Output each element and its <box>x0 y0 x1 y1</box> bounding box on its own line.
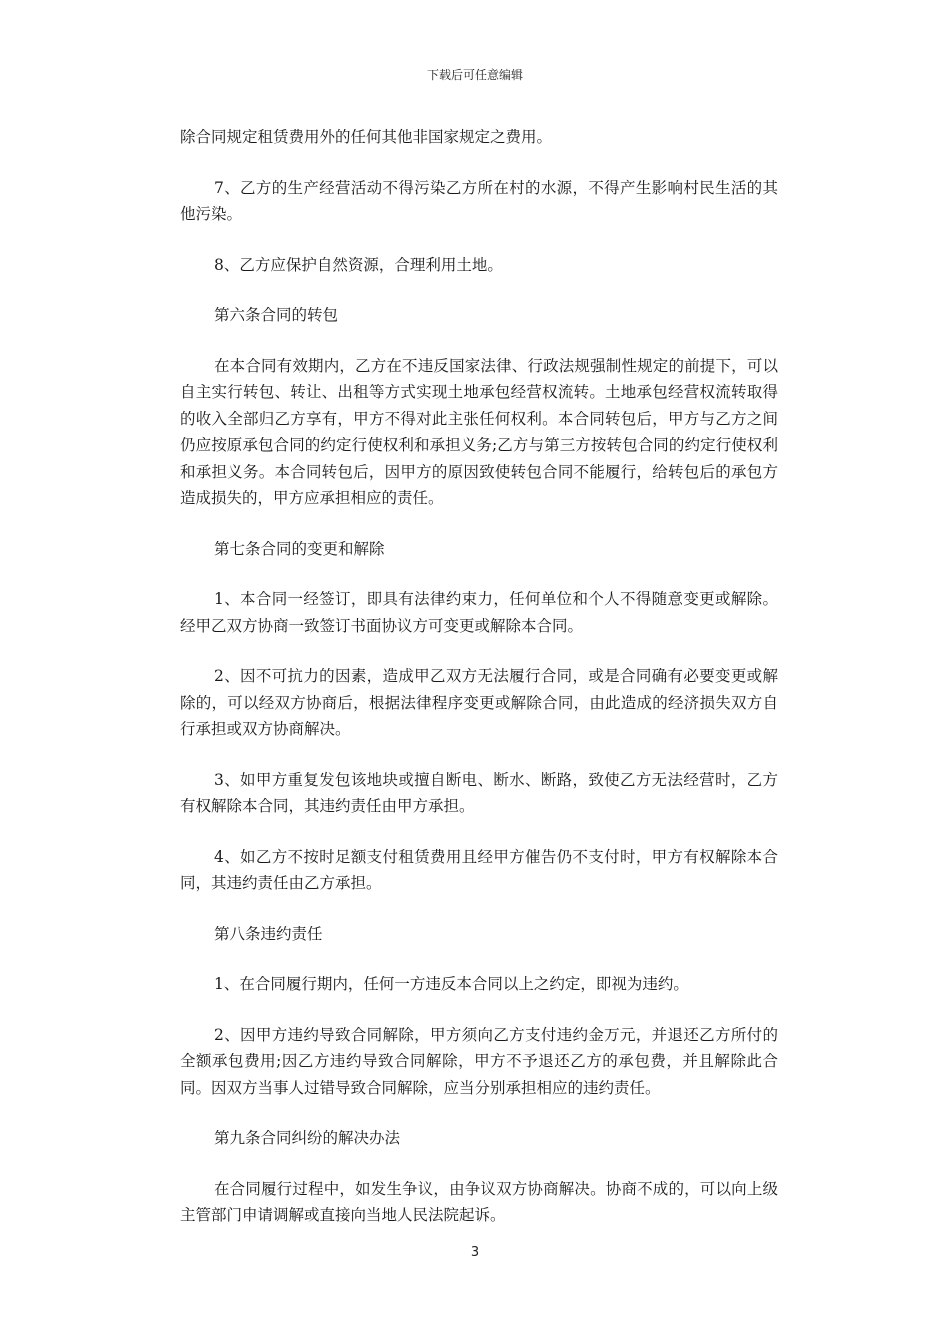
paragraph-article-8-item-1: 1、在合同履行期内，任何一方违反本合同以上之约定，即视为违约。 <box>214 975 689 993</box>
section-heading-article-9: 第九条合同纠纷的解决办法 <box>214 1129 401 1147</box>
page-header: 下载后可任意编辑 <box>426 68 523 82</box>
paragraph-article-7-item-4: 4、如乙方不按时足额支付租赁费用且经甲方催告仍不支付时，甲方有权解除本合同，其违约责任由乙方承担。 <box>180 847 778 892</box>
paragraph-article-8-item-2: 2、因甲方违约导致合同解除，甲方须向乙方支付违约金万元，并退还乙方所付的全额承包费用;因乙方违约导致合同解除，甲方不予退还乙方的承包费，并且解除此合同。因双方当事人过错导致合同解除，应当分别承担相应的违约责任。 <box>180 1025 778 1097</box>
paragraph-article-9-body: 在合同履行过程中，如发生争议，由争议双方协商解决。协商不成的，可以向上级主管部门申请调解或直接向当地人民法院起诉。 <box>180 1179 778 1224</box>
section-heading-article-8: 第八条违约责任 <box>214 924 323 943</box>
paragraph-clause-7: 7、乙方的生产经营活动不得污染乙方所在村的水源，不得产生影响村民生活的其他污染。 <box>180 178 778 223</box>
document-body <box>180 124 778 1253</box>
paragraph-continuation: 除合同规定租赁费用外的任何其他非国家规定之费用。 <box>180 128 553 146</box>
section-heading-article-7: 第七条合同的变更和解除 <box>214 539 385 558</box>
paragraph-article-6-body: 在本合同有效期内，乙方在不违反国家法律、行政法规强制性规定的前提下，可以自主实行转包、转让、出租等方式实现土地承包经营权流转。土地承包经营权流转取得的收入全部归乙方享有，甲方不得对此主张任何权利。本合同转包后，甲方与乙方之间仍应按原承包合同的约定行使权利和承担义务;乙方与第三方按转包合同的约定行使权利和承担义务。本合同转包后，因甲方的原因致使转包合同不能履行，给转包后的承包方造成损失的，甲方应承担相应的责任。 <box>180 356 778 507</box>
page-number: 3 <box>470 1245 480 1260</box>
paragraph-article-7-item-3: 3、如甲方重复发包该地块或擅自断电、断水、断路，致使乙方无法经营时，乙方有权解除本合同，其违约责任由甲方承担。 <box>180 770 778 815</box>
section-heading-article-6: 第六条合同的转包 <box>214 306 339 324</box>
paragraph-article-7-item-1: 1、本合同一经签订，即具有法律约束力，任何单位和个人不得随意变更或解除。经甲乙双方协商一致签订书面协议方可变更或解除本合同。 <box>180 590 778 635</box>
paragraph-article-7-item-2: 2、因不可抗力的因素，造成甲乙双方无法履行合同，或是合同确有必要变更或解除的，可以经双方协商后，根据法律程序变更或解除合同，由此造成的经济损失双方自行承担或双方协商解决。 <box>180 667 778 738</box>
paragraph-clause-8: 8、乙方应保护自然资源，合理利用土地。 <box>214 255 503 274</box>
